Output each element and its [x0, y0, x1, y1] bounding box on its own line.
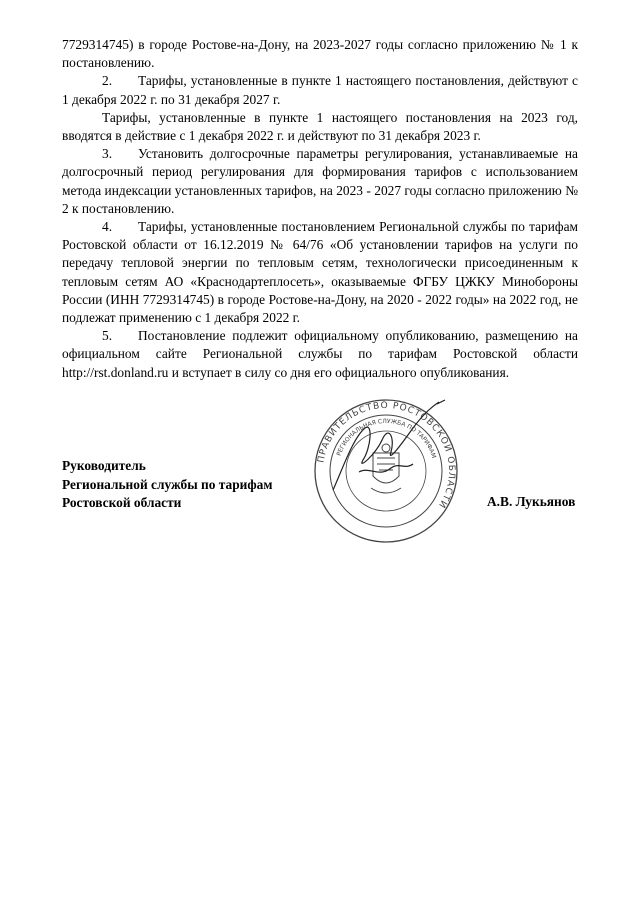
- item-number: 3.: [102, 146, 113, 162]
- position-line-3: Ростовской области: [62, 495, 182, 510]
- paragraph-item-2: [62, 72, 578, 108]
- paragraph-item-2-note: Тарифы, установленные в пункте 1 настоящего постановления на 2023 год, вводятся в действие с 1 декабря 2022 г. и действуют по 31 декабря 2023 г.: [62, 109, 578, 144]
- paragraph-item-5: [62, 327, 578, 382]
- document-body: [62, 36, 578, 382]
- svg-text:РЕГИОНАЛЬНАЯ СЛУЖБА ПО ТАРИФАМ: РЕГИОНАЛЬНАЯ СЛУЖБА ПО ТАРИФАМ: [335, 417, 438, 460]
- position-line-2: Региональной службы по тарифам: [62, 476, 273, 492]
- svg-text:ПРАВИТЕЛЬСТВО РОСТОВСКОЙ ОБЛАС: ПРАВИТЕЛЬСТВО РОСТОВСКОЙ ОБЛАСТИ: [316, 400, 457, 510]
- paragraph-item-3: [62, 145, 578, 218]
- item-number: 4.: [102, 219, 113, 235]
- position-line-1: Руководитель: [62, 458, 146, 473]
- signatory-name: А.В. Лукьянов: [487, 494, 576, 509]
- item-text: Тарифы, установленные постановлением Региональной службы по тарифам Ростовской области от 16.12.2019 № 64/76 «Об установлении тарифов на услуги по передачу тепловой энергии по тепловым сетям, технологически присоединенным к тепловым сетям АО «Краснодартеплосеть», оказываемые ФГБУ ЦЖКУ Минобороны России (ИНН 7729314745) в городе Ростове-на-Дону, на 2020 - 2022 годы» на 2022 год, не подлежат применению с 1 декабря 2022 г.: [62, 219, 578, 326]
- signatory-position: [62, 457, 272, 513]
- item-number: 5.: [102, 328, 113, 344]
- official-seal-stamp: [313, 398, 459, 544]
- item-number: 2.: [102, 73, 113, 89]
- paragraph-1-continuation: 7729314745) в городе Ростове-на-Дону, на 2023-2027 годы согласно приложению № 1 к постановлению.: [62, 37, 578, 71]
- item-text: Постановление подлежит официальному опубликованию, размещению на официальном сайте Региональной службы по тарифам Ростовской области http://rst.donland.ru и вступает в силу со дня его официального опубликования.: [62, 328, 578, 380]
- paragraph-item-4: [62, 218, 578, 327]
- item-text: Установить долгосрочные параметры регулирования, устанавливаемые на долгосрочный период регулирования для формирования тарифов с использованием метода индексации установленных тарифов, на 2023 - 2027 годы согласно приложению № 2 к постановлению.: [62, 146, 578, 216]
- item-text: Тарифы, установленные в пункте 1 настоящего постановления, действуют с 1 декабря 2022 г. по 31 декабря 2027 г.: [62, 73, 578, 107]
